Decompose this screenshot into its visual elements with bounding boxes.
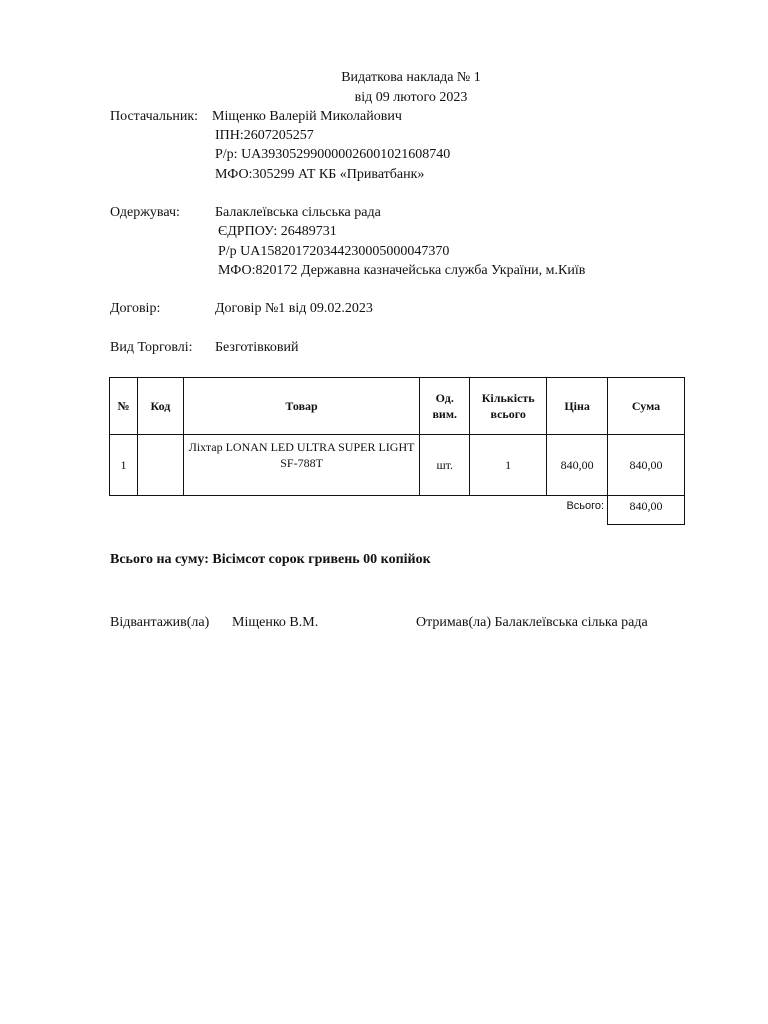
total-value: 840,00 — [608, 496, 685, 525]
trade-label: Вид Торговлі: — [110, 340, 193, 355]
total-spacer — [470, 496, 547, 525]
supplier-mfo: МФО:305299 АТ КБ «Приватбанк» — [215, 167, 425, 182]
supplier-account: Р/р: UA393052990000026001021608740 — [215, 147, 451, 162]
receiver-edrpou: ЄДРПОУ: 26489731 — [218, 224, 337, 239]
receiver-mfo: МФО:820172 Державна казначейська служба України, м.Київ — [218, 263, 586, 278]
table-header-row — [110, 378, 685, 435]
header-sum: Сума — [608, 378, 685, 435]
header-code: Код — [137, 378, 183, 435]
row-num: 1 — [110, 435, 138, 496]
row-qty: 1 — [470, 435, 547, 496]
row-product: Ліхтар LONAN LED ULTRA SUPER LIGHT SF-788T — [183, 435, 419, 496]
supplier-label: Постачальник: — [110, 109, 199, 124]
total-spacer — [110, 496, 138, 525]
items-table — [109, 377, 685, 525]
supplier-ipn: ІПН:2607205257 — [215, 128, 314, 143]
trade-value: Безготівковий — [215, 340, 299, 355]
row-price: 840,00 — [547, 435, 608, 496]
row-code — [137, 435, 183, 496]
receiver-account: Р/р UA158201720344230005000047370 — [218, 244, 450, 259]
contract-value: Договір №1 від 09.02.2023 — [215, 301, 373, 316]
table-row — [110, 435, 685, 496]
amount-in-words: Всього на суму: Вісімсот сорок гривень 00 копійок — [110, 552, 431, 567]
header-product: Товар — [183, 378, 419, 435]
received-signature: Отримав(ла) Балаклеївська сілька рада — [416, 615, 648, 630]
header-num: № — [110, 378, 138, 435]
shipped-label: Відвантажив(ла) — [110, 615, 210, 630]
total-row — [110, 496, 685, 525]
total-spacer — [183, 496, 419, 525]
receiver-name: Балаклеївська сільська рада — [215, 205, 381, 220]
document-date: від 09 лютого 2023 — [354, 90, 468, 105]
header-qty: Кількість всього — [470, 378, 547, 435]
total-spacer — [420, 496, 470, 525]
total-spacer — [137, 496, 183, 525]
document-title: Видаткова наклада № 1 — [341, 70, 481, 85]
contract-label: Договір: — [110, 301, 161, 316]
total-label: Всього: — [566, 500, 605, 512]
header-price: Ціна — [547, 378, 608, 435]
row-unit: шт. — [420, 435, 470, 496]
shipped-name: Міщенко В.М. — [232, 615, 319, 630]
receiver-label: Одержувач: — [110, 205, 180, 220]
supplier-name: Міщенко Валерій Миколайович — [212, 109, 402, 124]
header-unit: Од. вим. — [420, 378, 470, 435]
row-sum: 840,00 — [608, 435, 685, 496]
